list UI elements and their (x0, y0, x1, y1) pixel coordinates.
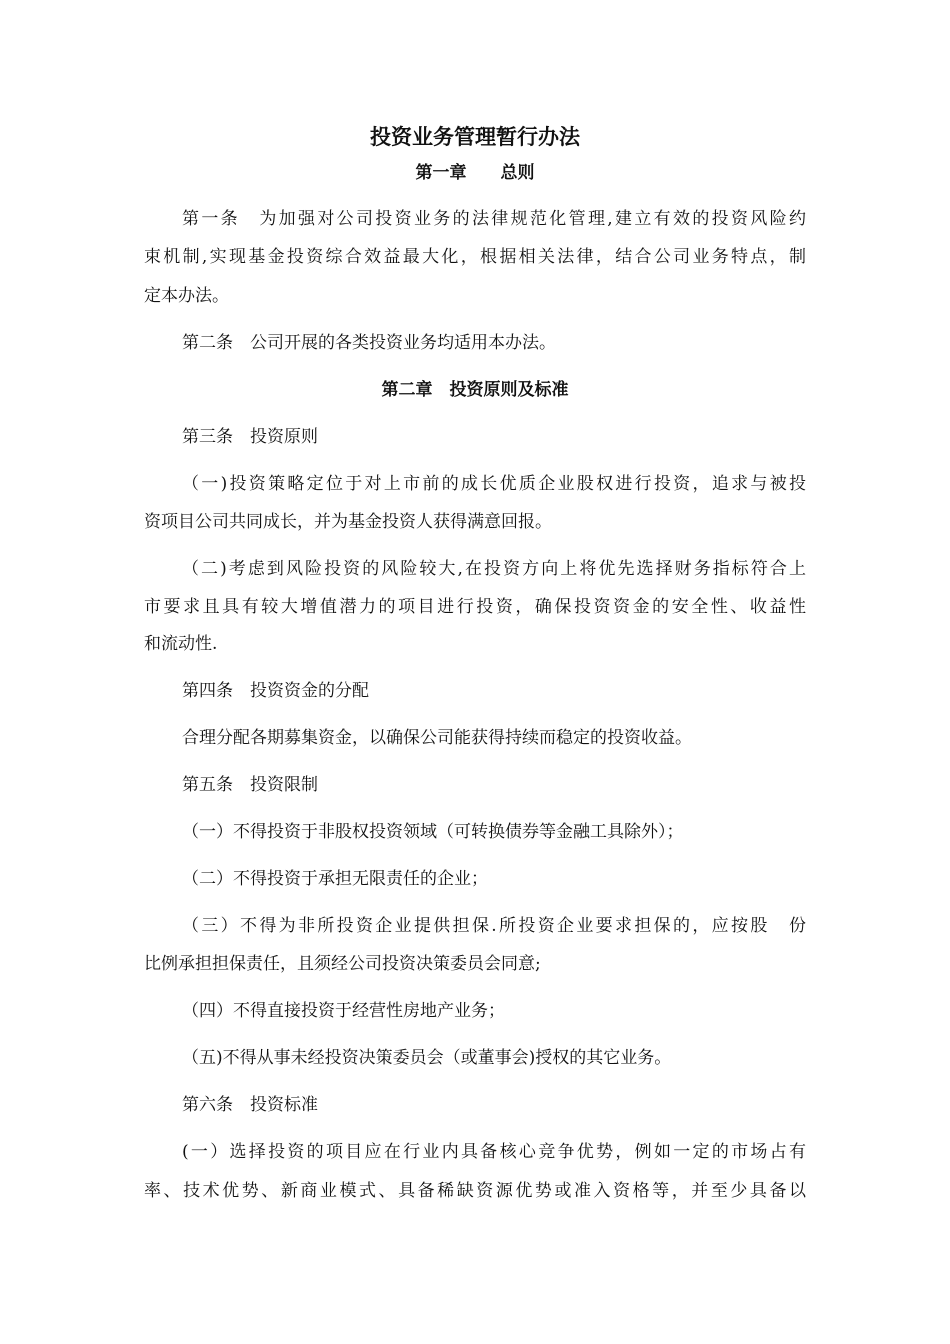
document-title: 投资业务管理暂行办法 (370, 124, 580, 149)
article-3-heading: 第三条 投资原则 (182, 427, 318, 447)
article-6-item-1-line-2: 率、技术优势、新商业模式、具备稀缺资源优势或准入资格等，并至少具备以 (144, 1181, 806, 1201)
chapter-heading-2: 第二章 投资原则及标准 (381, 380, 569, 400)
article-1-line-1: 第一条 为加强对公司投资业务的法律规范化管理,建立有效的投资风险约 (182, 209, 806, 229)
article-5-item-3-line-1: （三）不得为非所投资企业提供担保.所投资企业要求担保的，应按股 份 (182, 916, 806, 936)
article-3-item-2-line-2: 市要求且具有较大增值潜力的项目进行投资，确保投资资金的安全性、收益性 (144, 597, 806, 617)
article-4-text: 合理分配各期募集资金，以确保公司能获得持续而稳定的投资收益。 (182, 728, 692, 748)
article-4-heading: 第四条 投资资金的分配 (182, 681, 369, 701)
article-5-item-5: （五)不得从事未经投资决策委员会（或董事会)授权的其它业务。 (182, 1048, 672, 1068)
article-3-item-1-line-1: （一)投资策略定位于对上市前的成长优质企业股权进行投资，追求与被投 (182, 474, 806, 494)
article-5-item-3-line-2: 比例承担担保责任，且须经公司投资决策委员会同意; (144, 954, 541, 974)
article-1-line-3: 定本办法。 (144, 286, 229, 306)
article-5-item-4: （四）不得直接投资于经营性房地产业务； (182, 1001, 505, 1021)
chapter-heading-1: 第一章 总则 (415, 163, 535, 183)
article-5-heading: 第五条 投资限制 (182, 775, 318, 795)
article-1-line-2: 束机制,实现基金投资综合效益最大化，根据相关法律，结合公司业务特点，制 (144, 247, 806, 267)
article-6-heading: 第六条 投资标准 (182, 1095, 318, 1115)
article-3-item-2-line-1: （二)考虑到风险投资的风险较大,在投资方向上将优先选择财务指标符合上 (182, 559, 806, 579)
article-6-item-1-line-1: (一）选择投资的项目应在行业内具备核心竞争优势，例如一定的市场占有 (182, 1142, 806, 1162)
article-3-item-2-line-3: 和流动性. (144, 634, 218, 654)
article-5-item-1: （一）不得投资于非股权投资领域（可转换债券等金融工具除外）； (182, 822, 684, 842)
article-3-item-1-line-2: 资项目公司共同成长，并为基金投资人获得满意回报。 (144, 512, 552, 532)
article-5-item-2: （二）不得投资于承担无限责任的企业； (182, 869, 488, 889)
article-2-line: 第二条 公司开展的各类投资业务均适用本办法。 (182, 333, 556, 353)
